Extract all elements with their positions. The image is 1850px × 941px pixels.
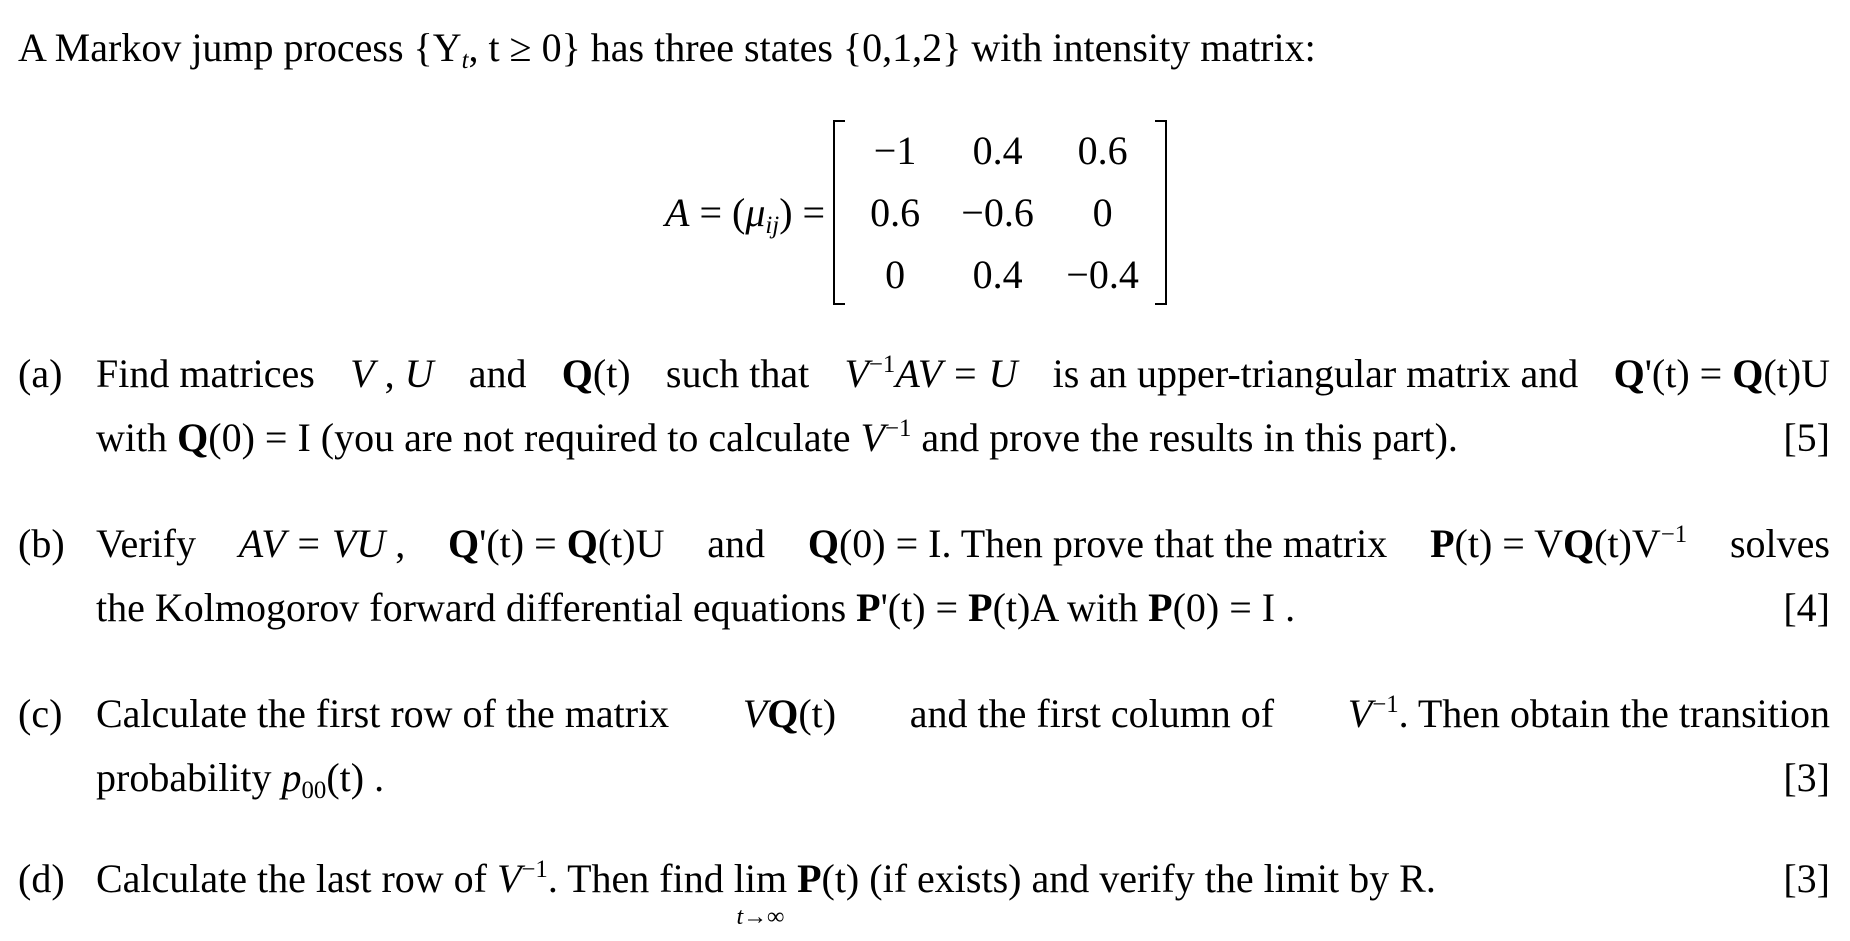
marks-b: [4]	[1783, 585, 1830, 630]
problem-intro	[18, 18, 1316, 84]
matrix-cell: −0.6	[961, 190, 1034, 235]
part-b-line-2: the Kolmogorov forward differential equations P'(t) = P(t)A with P(0) = I . [4]	[96, 585, 1830, 630]
matrix-cell: −1	[873, 128, 917, 173]
matrix-cell: 0.4	[972, 128, 1023, 173]
process-notation: {$Y_t$, t ≥ 0}	[413, 25, 581, 75]
state-set: {0,1,2}	[842, 25, 962, 70]
marks-a: [5]	[1783, 415, 1830, 460]
intro-text-after: with intensity matrix:	[971, 25, 1316, 70]
part-label: (c)	[18, 691, 63, 736]
matrix-grid	[845, 120, 1155, 306]
matrix-cell: −0.4	[1066, 252, 1139, 297]
part-b-line-1: Verify AV = VU , Q'(t) = Q(t)U and Q(0) = I. Then prove that the matrix $P(t) = VQ(t)V^{-1}$ solves	[96, 521, 1830, 566]
matrix-cell: 0	[885, 252, 906, 297]
part-a-line-1: Find matrices V , U and Q(t) such that $V^{-1}AV = U$ is an upper-triangular matrix and Q'(t) = Q(t)U	[96, 351, 1830, 396]
part-label: (d)	[18, 856, 65, 901]
part-c-line-1: Calculate the first row of the matrix VQ(t) and the first column of $V^{-1}$. Then obtain the transition	[96, 691, 1830, 736]
matrix-lhs: $A = (\mu_{ij})$ =	[665, 190, 826, 240]
intro-text-before: A Markov jump process	[18, 25, 404, 70]
part-label: (b)	[18, 521, 65, 566]
matrix-right-bracket	[1155, 120, 1167, 305]
part-d-line-1: Calculate the last row of $V^{-1}$. Then find lim t→∞ P(t) (if exists) and verify the limit by R. [3]	[96, 856, 1830, 930]
marks-d: [3]	[1783, 856, 1830, 901]
matrix-left-bracket	[833, 120, 845, 305]
matrix-cell: 0.4	[972, 252, 1023, 297]
part-a-line-2: with Q(0) = I (you are not required to calculate $V^{-1}$ and prove the results in this part). [5]	[96, 415, 1830, 460]
matrix-cell: 0.6	[1077, 128, 1128, 173]
intensity-matrix	[665, 120, 1167, 305]
matrix-cell: 0.6	[870, 190, 921, 235]
matrix-cell: 0	[1092, 190, 1113, 235]
limit-operator: lim t→∞	[733, 856, 788, 930]
marks-c: [3]	[1783, 755, 1830, 800]
intro-text-mid: has three states	[590, 25, 833, 70]
part-label: (a)	[18, 351, 63, 396]
part-c-line-2: probability $p_{00}(t)$ . [3]	[96, 755, 1830, 805]
